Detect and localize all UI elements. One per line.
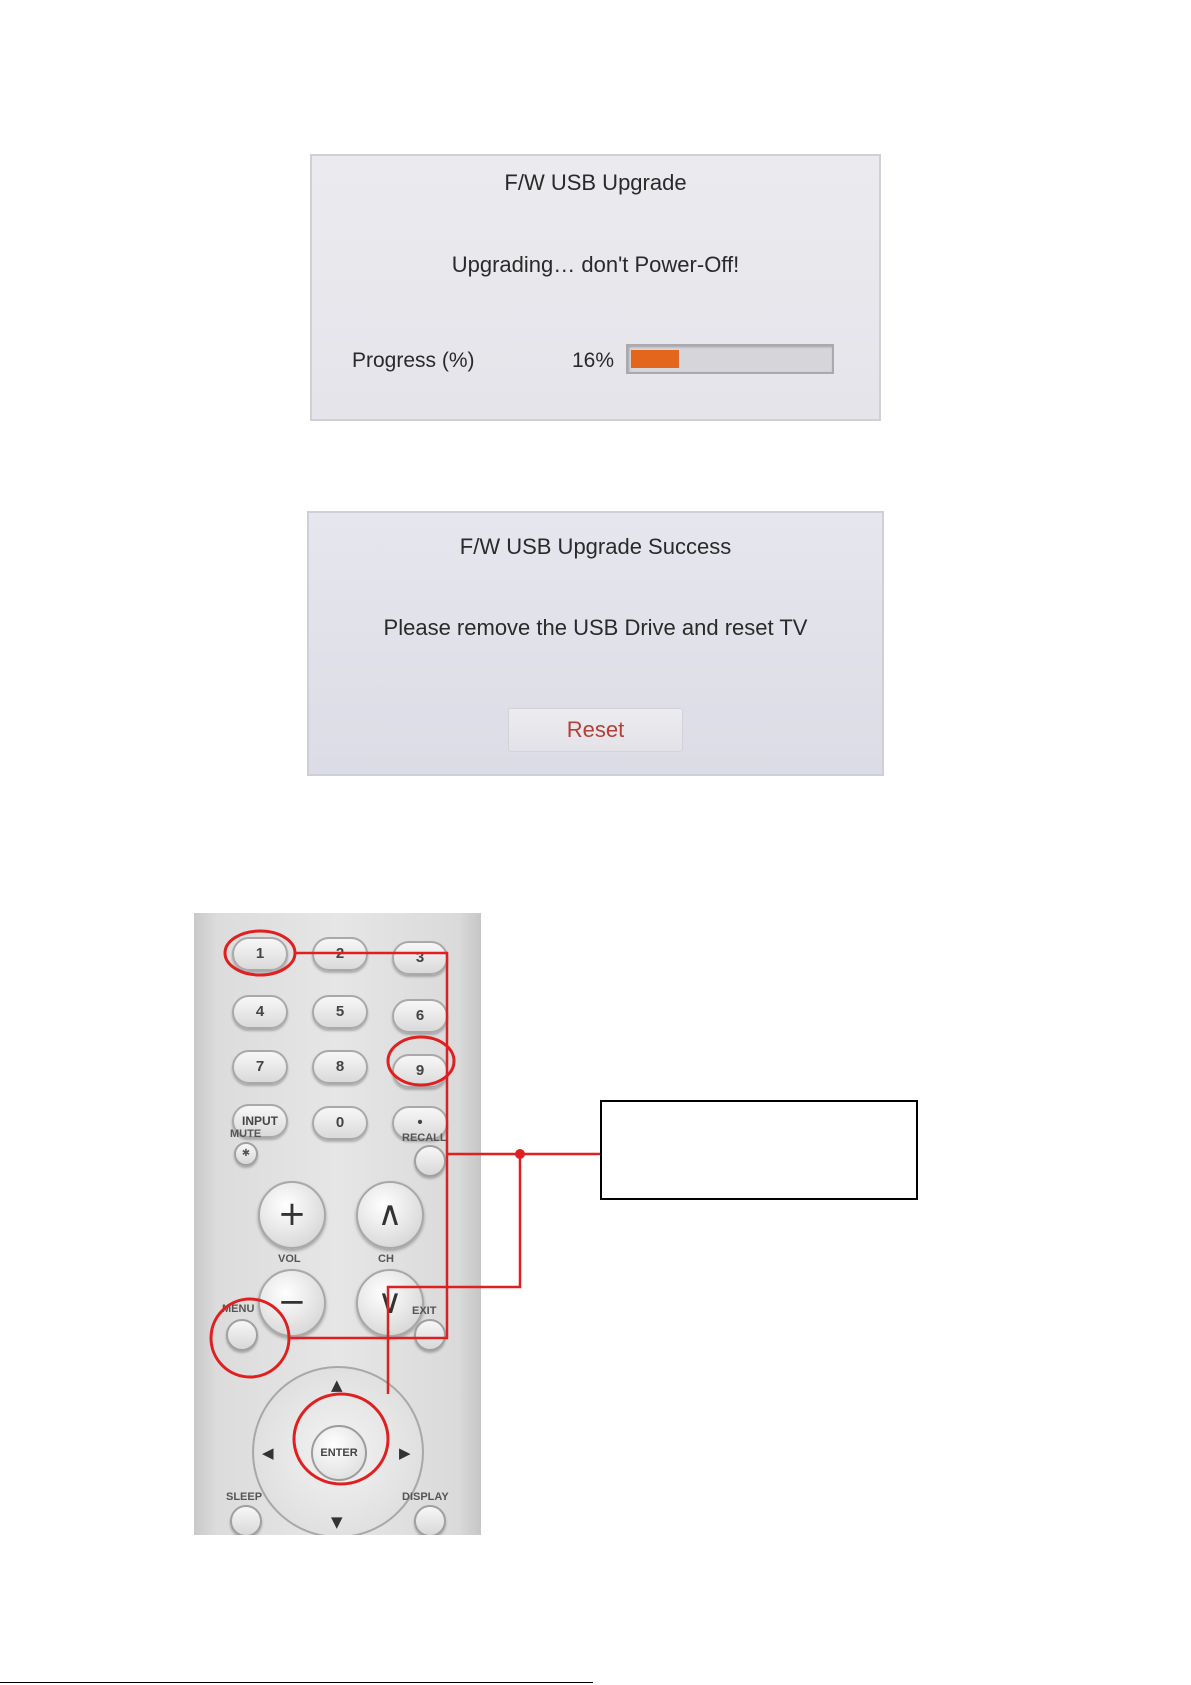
key-7[interactable]: 7 — [232, 1050, 288, 1084]
channel-up-button[interactable]: ∧ — [356, 1181, 424, 1249]
highlight-key-9 — [388, 1037, 454, 1085]
success-message: Please remove the USB Drive and reset TV — [383, 615, 808, 640]
reset-button[interactable]: Reset — [508, 708, 683, 752]
sleep-label: SLEEP — [226, 1491, 263, 1503]
recall-label: RECALL — [402, 1132, 447, 1144]
volume-up-button[interactable]: + — [258, 1181, 326, 1249]
highlight-enter — [294, 1394, 388, 1484]
key-5[interactable]: 5 — [312, 995, 368, 1029]
key-9[interactable]: 9 — [392, 1054, 448, 1088]
display-label: DISPLAY — [402, 1491, 449, 1503]
up-arrow-icon[interactable]: ▲ — [331, 1376, 343, 1394]
vol-label: VOL — [278, 1253, 301, 1265]
mute-button[interactable]: ✱ — [234, 1142, 258, 1166]
highlight-key-1 — [225, 931, 295, 975]
input-button[interactable]: INPUT — [232, 1104, 288, 1138]
channel-down-button[interactable]: ∨ — [356, 1269, 424, 1337]
key-0[interactable]: 0 — [312, 1106, 368, 1140]
exit-label: EXIT — [412, 1305, 437, 1317]
progress-value: 16% — [572, 349, 615, 372]
key-3[interactable]: 3 — [392, 941, 448, 975]
down-arrow-icon[interactable]: ▼ — [331, 1513, 343, 1531]
callout-box — [600, 1100, 918, 1200]
key-8[interactable]: 8 — [312, 1050, 368, 1084]
left-arrow-icon[interactable]: ◀ — [262, 1444, 274, 1462]
connector-enter — [388, 1154, 520, 1394]
mute-label: MUTE — [230, 1128, 262, 1140]
connector-junction — [515, 1149, 525, 1159]
key-6[interactable]: 6 — [392, 999, 448, 1033]
menu-label: MENU — [222, 1303, 255, 1315]
enter-button[interactable]: ENTER — [311, 1425, 367, 1481]
success-title: F/W USB Upgrade Success — [459, 534, 732, 559]
key-2[interactable]: 2 — [312, 937, 368, 971]
key-1[interactable]: 1 — [232, 937, 288, 971]
volume-down-button[interactable]: − — [258, 1269, 326, 1337]
ch-label: CH — [378, 1253, 394, 1265]
key-4[interactable]: 4 — [232, 995, 288, 1029]
upgrade-title: F/W USB Upgrade — [504, 170, 687, 195]
highlight-menu — [211, 1299, 289, 1377]
upgrade-warning-message: Upgrading… don't Power-Off! — [451, 252, 740, 277]
progress-label: Progress (%) — [352, 349, 475, 372]
footer-rule — [0, 1682, 593, 1683]
connector-1-menu — [289, 953, 447, 1338]
dot-button[interactable]: • — [392, 1106, 448, 1140]
right-arrow-icon[interactable]: ▶ — [399, 1444, 411, 1462]
